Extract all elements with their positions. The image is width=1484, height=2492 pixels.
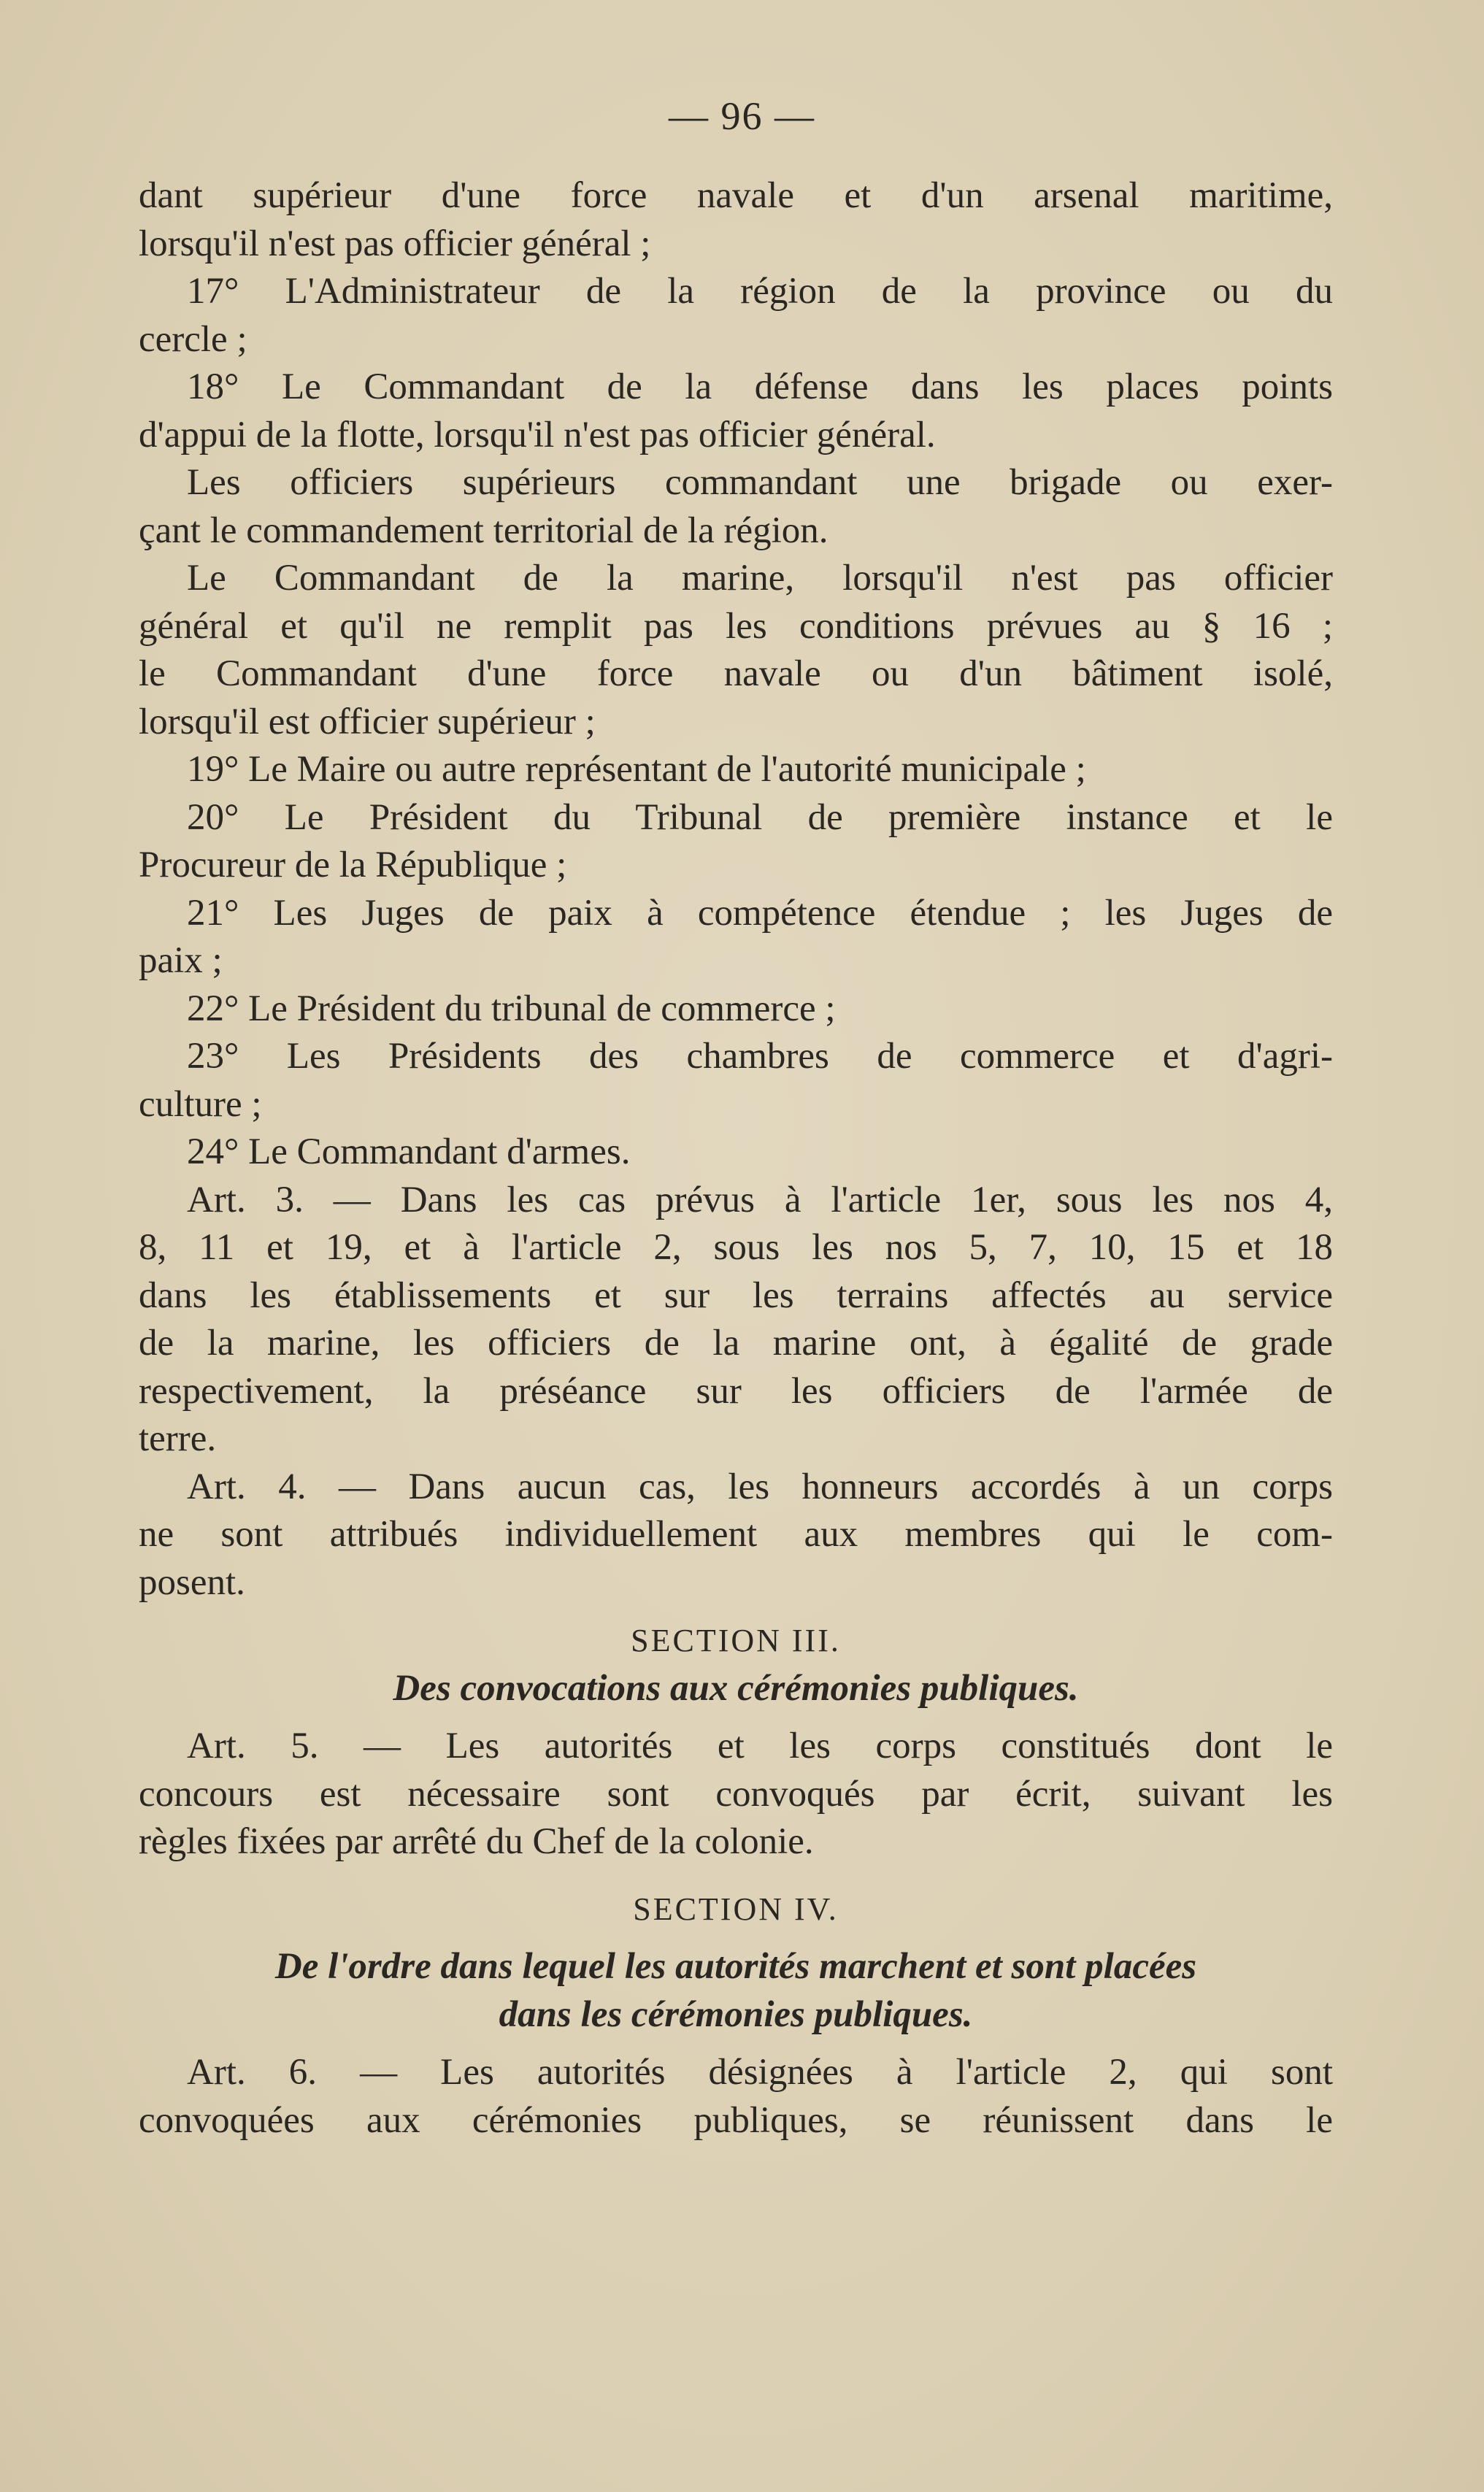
text-line: convoquées aux cérémonies publiques, se réunissent dans le [139,2099,1333,2141]
text-line: dans les établissements et sur les terrains affectés au service [139,1274,1333,1316]
text-line: concours est nécessaire sont convoqués par écrit, suivant les [139,1773,1333,1815]
text-line: cercle ; [139,318,247,360]
text-line: terre. [139,1418,217,1459]
text-line: respectivement, la préséance sur les officiers de l'armée de [139,1370,1333,1412]
text-line: dant supérieur d'une force navale et d'un arsenal maritime, [139,175,1333,216]
text-line: règles fixées par arrêté du Chef de la colonie. [139,1821,814,1862]
text-line: Procureur de la République ; [139,845,567,885]
section-heading: SECTION III. [631,1623,841,1658]
text-line: çant le commandement territorial de la région. [139,509,828,551]
text-line: 19° Le Maire ou autre représentant de l'autorité municipale ; [187,749,1086,790]
text-line: 22° Le Président du tribunal de commerce ; [187,988,836,1029]
page-number: — 96 — [669,94,815,138]
section-title: dans les cérémonies publiques. [499,1993,973,2035]
text-line: posent. [139,1561,245,1603]
body-text [139,172,1333,2145]
section-title: Des convocations aux cérémonies publiques. [393,1667,1079,1709]
text-line: ne sont attribués individuellement aux membres qui le com- [139,1514,1333,1555]
text-line: culture ; [139,1083,262,1125]
text-line: Les officiers supérieurs commandant une brigade ou exer- [187,462,1333,503]
text-line: Art. 5. — Les autorités et les corps constitués dont le [187,1726,1333,1766]
text-line: Art. 6. — Les autorités désignées à l'article 2, qui sont [187,2052,1333,2093]
text-line: le Commandant d'une force navale ou d'un bâtiment isolé, [139,653,1333,694]
text-line: Art. 4. — Dans aucun cas, les honneurs accordés à un corps [187,1466,1333,1507]
text-line: d'appui de la flotte, lorsqu'il n'est pas officier général. [139,414,936,455]
text-line: 21° Les Juges de paix à compétence étendue ; les Juges de [187,892,1333,934]
text-line: paix ; [139,940,223,981]
text-line: de la marine, les officiers de la marine ont, à égalité de grade [139,1323,1333,1364]
text-line: 20° Le Président du Tribunal de première instance et le [187,796,1333,838]
text-line: 8, 11 et 19, et à l'article 2, sous les nos 5, 7, 10, 15 et 18 [139,1227,1333,1268]
text-line: 24° Le Commandant d'armes. [187,1131,631,1172]
text-line: général et qu'il ne remplit pas les conditions prévues au § 16 ; [139,605,1333,647]
text-line: lorsqu'il n'est pas officier général ; [139,223,651,264]
section-title: De l'ordre dans lequel les autorités marchent et sont placées [274,1946,1197,1987]
text-line: 18° Le Commandant de la défense dans les places points [187,366,1333,407]
text-line: Art. 3. — Dans les cas prévus à l'article 1er, sous les nos 4, [187,1179,1333,1220]
text-line: 17° L'Administrateur de la région de la province ou du [187,271,1333,312]
text-line: lorsqu'il est officier supérieur ; [139,701,596,742]
text-line: 23° Les Présidents des chambres de commerce et d'agri- [187,1036,1333,1077]
section-heading: SECTION IV. [633,1891,839,1927]
text-line: Le Commandant de la marine, lorsqu'il n'est pas officier [187,558,1333,599]
